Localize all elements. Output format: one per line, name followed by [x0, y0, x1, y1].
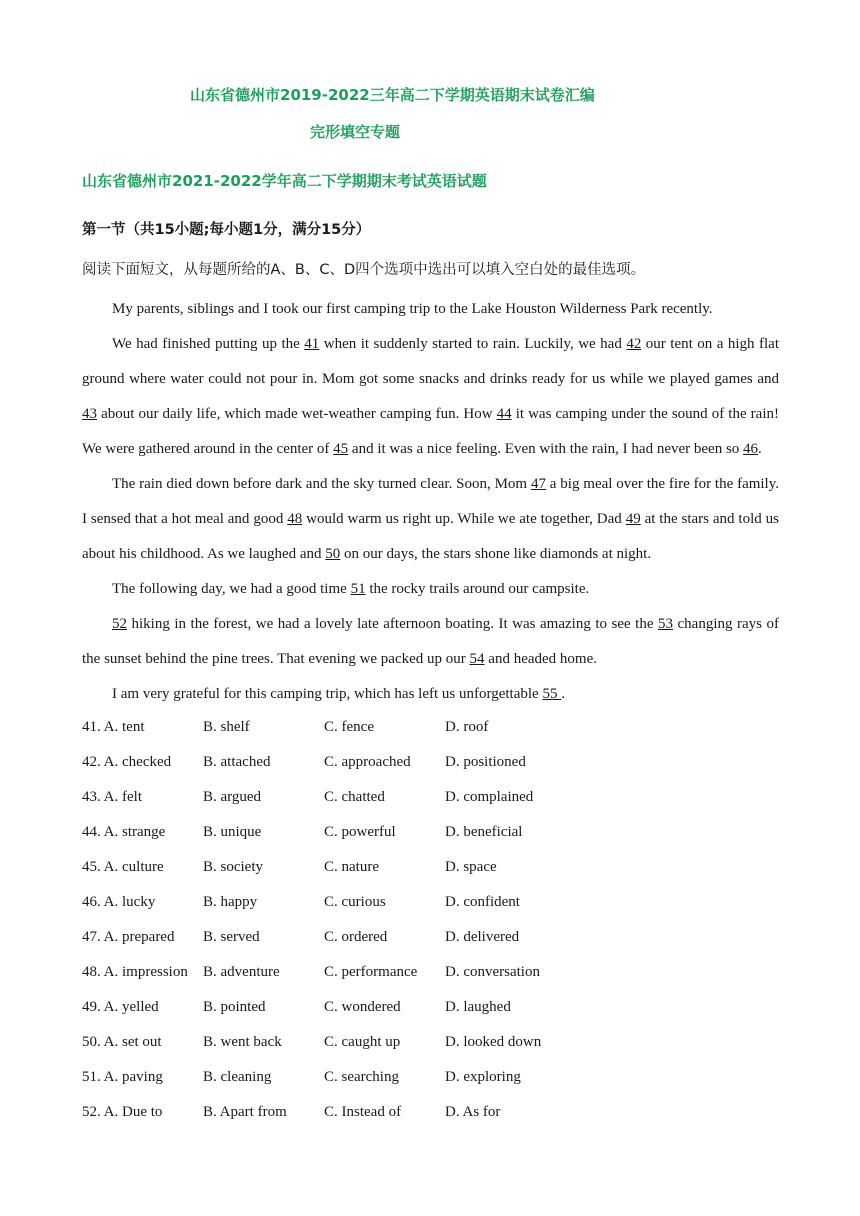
option-choice: B. argued: [203, 789, 262, 805]
paragraph-5: 52 hiking in the forest, we had a lovely late afternoon boating. It was amazing to see the 53 changing rays of the sunset behind the pine trees. That evening we packed up our 54 and headed home.: [82, 616, 779, 667]
option-choice: 44. A. strange: [82, 824, 166, 840]
option-choice: B. went back: [203, 1034, 282, 1050]
option-choice: C. ordered: [324, 929, 388, 945]
option-row: [82, 885, 782, 920]
answer-options: [82, 710, 782, 1130]
option-choice: D. confident: [445, 894, 520, 910]
blank-number: 53: [658, 616, 673, 632]
option-choice: B. pointed: [203, 999, 266, 1015]
option-choice: B. shelf: [203, 719, 250, 735]
option-choice: B. served: [203, 929, 260, 945]
option-choice: C. chatted: [324, 789, 385, 805]
blank-number: 52: [112, 616, 127, 632]
option-choice: B. unique: [203, 824, 262, 840]
option-choice: D. As for: [445, 1104, 501, 1120]
option-choice: B. attached: [203, 754, 271, 770]
option-choice: C. powerful: [324, 824, 396, 840]
option-row: [82, 815, 782, 850]
option-choice: 46. A. lucky: [82, 894, 156, 910]
blank-number: 49: [625, 511, 641, 527]
option-choice: D. space: [445, 859, 497, 875]
paragraph-2: We had finished putting up the 41 when it suddenly started to rain. Luckily, we had 42 our tent on a high flat ground where water could not pour in. Mom got some snacks and drinks ready for us while we played games and 43 about our daily life, which made wet-weather camping fun. How 44 it was camping under the sound of the rain! We were gathered around in the center of 45 and it was a nice feeling. Even with the rain, I had never been so 46.: [82, 336, 780, 457]
option-choice: C. curious: [324, 894, 386, 910]
section-instruction: 阅读下面短文，从每题所给的A、B、C、D四个选项中选出可以填入空白处的最佳选项。: [82, 262, 646, 278]
option-choice: B. adventure: [203, 964, 280, 980]
option-choice: C. searching: [324, 1069, 399, 1085]
option-choice: D. conversation: [445, 964, 540, 980]
blank-number: 55: [542, 686, 562, 702]
option-choice: D. complained: [445, 789, 534, 805]
blank-number: 42: [626, 336, 642, 352]
blank-number: 44: [496, 406, 512, 422]
option-row: [82, 920, 782, 955]
blank-number: 50: [325, 546, 341, 562]
option-row: [82, 745, 782, 780]
option-choice: D. looked down: [445, 1034, 542, 1050]
option-choice: D. positioned: [445, 754, 526, 770]
option-choice: 52. A. Due to: [82, 1104, 163, 1120]
option-choice: B. cleaning: [203, 1069, 272, 1085]
option-row: [82, 1095, 782, 1130]
document-subtitle: 完形填空专题: [310, 123, 401, 141]
option-choice: C. wondered: [324, 999, 401, 1015]
option-row: [82, 710, 782, 745]
option-choice: C. Instead of: [324, 1104, 402, 1120]
section-heading: 第一节（共15小题;每小题1分，满分15分）: [82, 222, 371, 238]
document-title: 山东省德州市2019-2022三年高二下学期英语期末试卷汇编: [190, 86, 595, 104]
cloze-passage: [82, 292, 779, 712]
option-choice: D. laughed: [445, 999, 511, 1015]
blank-number: 51: [350, 581, 366, 597]
option-choice: C. approached: [324, 754, 411, 770]
blank-number: 45: [333, 441, 349, 457]
option-choice: 45. A. culture: [82, 859, 164, 875]
option-choice: D. beneficial: [445, 824, 523, 840]
option-choice: B. Apart from: [203, 1104, 287, 1120]
paragraph-3: The rain died down before dark and the sky turned clear. Soon, Mom 47 a big meal over the fire for the family. I sensed that a hot meal and good 48 would warm us right up. While we ate together, Dad 49 at the stars and told us about his childhood. As we laughed and 50 on our days, the stars shone like diamonds at night.: [82, 476, 780, 562]
option-row: [82, 990, 782, 1025]
option-row: [82, 850, 782, 885]
option-row: [82, 1060, 782, 1095]
blank-number: 41: [304, 336, 320, 352]
exam-title: 山东省德州市2021-2022学年高二下学期期末考试英语试题: [82, 172, 487, 190]
option-choice: 42. A. checked: [82, 754, 172, 770]
blank-number: 43: [82, 406, 97, 422]
option-choice: C. fence: [324, 719, 374, 735]
option-row: [82, 780, 782, 815]
blank-number: 48: [287, 511, 303, 527]
blank-number: 47: [530, 476, 546, 492]
option-choice: 49. A. yelled: [82, 999, 159, 1015]
blank-number: 46: [743, 441, 759, 457]
option-choice: 43. A. felt: [82, 789, 142, 805]
option-choice: 50. A. set out: [82, 1034, 162, 1050]
option-row: [82, 1025, 782, 1060]
option-choice: B. happy: [203, 894, 258, 910]
option-choice: 51. A. paving: [82, 1069, 163, 1085]
option-choice: D. exploring: [445, 1069, 521, 1085]
option-choice: C. nature: [324, 859, 379, 875]
option-choice: 47. A. prepared: [82, 929, 175, 945]
option-choice: 41. A. tent: [82, 719, 145, 735]
option-choice: D. roof: [445, 719, 489, 735]
paragraph-6: I am very grateful for this camping trip, which has left us unforgettable 55 .: [112, 686, 565, 702]
paragraph-1: My parents, siblings and I took our first camping trip to the Lake Houston Wilderness Park recently.: [112, 301, 713, 317]
blank-number: 54: [469, 651, 485, 667]
option-choice: 48. A. impression: [82, 964, 188, 980]
paragraph-4: The following day, we had a good time 51 the rocky trails around our campsite.: [112, 581, 590, 597]
option-choice: B. society: [203, 859, 263, 875]
option-choice: D. delivered: [445, 929, 520, 945]
option-row: [82, 955, 782, 990]
option-choice: C. performance: [324, 964, 418, 980]
option-choice: C. caught up: [324, 1034, 401, 1050]
